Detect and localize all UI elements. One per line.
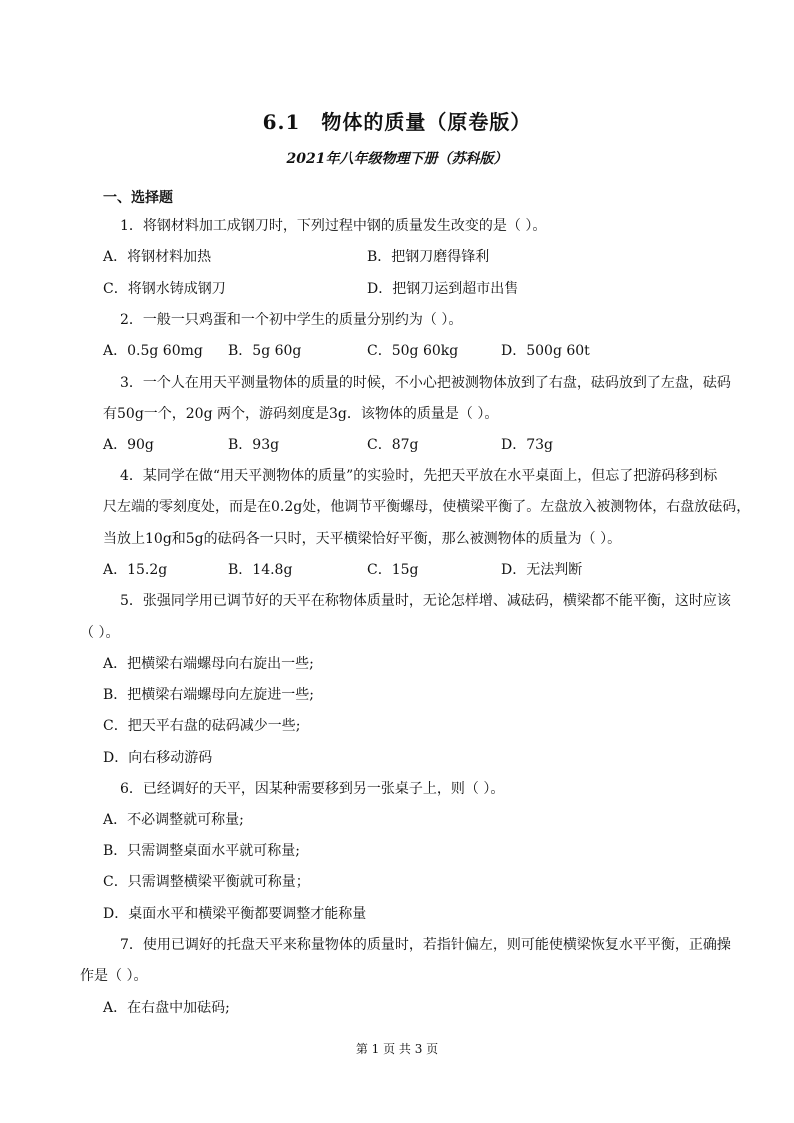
question-5-option-c: C．把天平右盘的砝码减少一些; — [103, 718, 301, 734]
question-3-option-a: A．90g — [103, 437, 154, 453]
question-3-stem-line1: 3．一个人在用天平测量物体的质量的时候，不小心把被测物体放到了右盘，砝码放到了左盘，砝码 — [120, 375, 731, 391]
question-6-option-a: A．不必调整就可称量; — [103, 812, 244, 828]
page-subtitle: 2021年八年级物理下册（苏科版） — [286, 151, 508, 167]
question-7-stem-line2: 作是（ ）。 — [80, 968, 148, 984]
question-5-option-b: B．把横梁右端螺母向左旋进一些; — [103, 687, 315, 703]
question-2-option-d: D．500g 60t — [501, 343, 590, 359]
question-5-stem-line2: （ ）。 — [80, 625, 120, 641]
question-4-option-c: C．15g — [367, 562, 419, 578]
question-2-option-b: B．5g 60g — [228, 343, 302, 359]
question-4-stem-line2: 尺左端的零刻度处，而是在0.2g处，他调节平衡螺母，使横梁平衡了。左盘放入被测物体，右盘放砝码， — [103, 499, 751, 515]
page-footer: 第 1 页 共 3 页 — [355, 1042, 439, 1056]
question-1-option-c: C．将钢水铸成钢刀 — [103, 281, 226, 297]
question-4-option-d: D．无法判断 — [501, 562, 583, 578]
question-1-option-a: A．将钢材料加热 — [103, 249, 212, 265]
question-6-option-b: B．只需调整桌面水平就可称量; — [103, 843, 301, 859]
section-heading: 一、选择题 — [103, 190, 173, 206]
question-1-stem: 1．将钢材料加工成钢刀时，下列过程中钢的质量发生改变的是（ ）。 — [120, 218, 547, 234]
question-2-stem: 2．一般一只鸡蛋和一个初中学生的质量分别约为（ ）。 — [120, 312, 463, 328]
question-6-stem: 6．已经调好的天平，因某种需要移到另一张桌子上，则（ ）。 — [120, 781, 505, 797]
question-4-option-b: B．14.8g — [228, 562, 293, 578]
question-5-option-a: A．把横梁右端螺母向右旋出一些; — [103, 656, 314, 672]
question-6-option-c: C．只需调整横梁平衡就可称量； — [103, 874, 310, 890]
question-7-option-a: A．在右盘中加砝码; — [103, 1000, 230, 1016]
question-1-option-b: B．把钢刀磨得锋利 — [367, 249, 490, 265]
question-5-stem-line1: 5．张强同学用已调节好的天平在称物体质量时，无论怎样增、减砝码，横梁都不能平衡，这时应该 — [120, 593, 731, 609]
question-4-stem-line1: 4．某同学在做“用天平测物体的质量”的实验时，先把天平放在水平桌面上，但忘了把游码移到标 — [120, 468, 718, 484]
question-6-option-d: D．桌面水平和横梁平衡都要调整才能称量 — [103, 906, 367, 922]
question-1-option-d: D．把钢刀运到超市出售 — [367, 281, 519, 297]
question-7-stem-line1: 7．使用已调好的托盘天平来称量物体的质量时，若指针偏左，则可能使横梁恢复水平平衡，正确操 — [120, 937, 731, 953]
question-2-option-a: A．0.5g 60mg — [103, 343, 203, 359]
question-4-stem-line3: 当放上10g和5g的砝码各一只时，天平横梁恰好平衡，那么被测物体的质量为（ ）。 — [103, 531, 622, 547]
question-2-option-c: C．50g 60kg — [367, 343, 459, 359]
question-3-option-d: D．73g — [501, 437, 554, 453]
question-4-option-a: A．15.2g — [103, 562, 168, 578]
question-3-option-b: B．93g — [228, 437, 280, 453]
question-3-stem-line2: 有50g一个，20g 两个，游码刻度是3g．该物体的质量是（ ）。 — [103, 406, 499, 422]
question-3-option-c: C．87g — [367, 437, 419, 453]
question-5-option-d: D．向右移动游码 — [103, 750, 213, 766]
page-title: 6.1 物体的质量（原卷版） — [262, 110, 532, 134]
